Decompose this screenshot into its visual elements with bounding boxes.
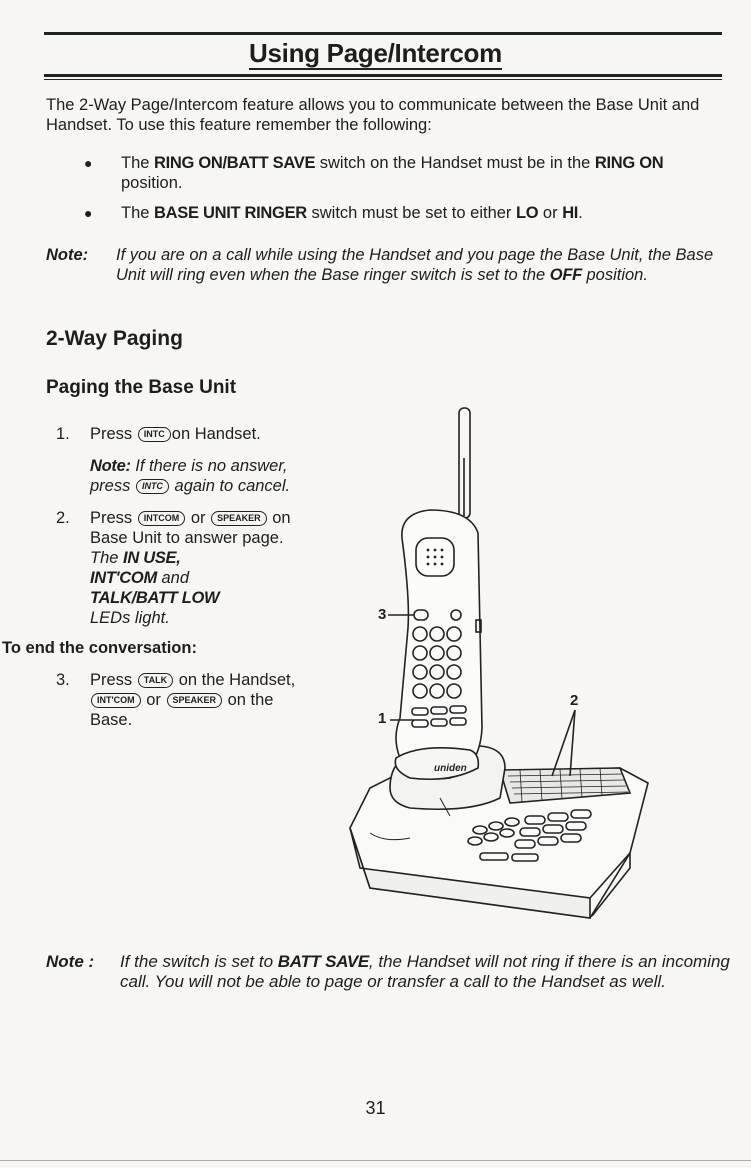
step-note-label: Note: (90, 457, 131, 475)
bottom-rule (0, 1160, 751, 1161)
step-text: on Handset. (171, 425, 261, 443)
bullet-bold: BASE UNIT RINGER (154, 204, 307, 222)
step-text: on Base Unit to answer page. (90, 509, 291, 547)
handset (396, 510, 482, 779)
note-label: Note : (46, 952, 95, 971)
bullet-bold: RING ON/BATT SAVE (154, 154, 316, 172)
step-number: 1. (56, 425, 70, 443)
note-text-part: , the Handset will not ring if there is an incoming call. You will not be able to page or transfer a call to the Handset as well. (120, 952, 730, 991)
title-rule-bottom (44, 74, 722, 77)
intro-paragraph: The 2-Way Page/Intercom feature allows you to communicate between the Base Unit and Handset. To use this feature remember the following: (46, 96, 700, 134)
step-1 (46, 424, 296, 496)
step-note (90, 456, 296, 496)
page-title-text: Using Page/Intercom (249, 38, 502, 68)
figure-label-3: 3 (378, 606, 387, 623)
bullet-text: switch on the Handset must be in the (315, 154, 595, 172)
title-rule-thin (44, 79, 722, 80)
note-text (120, 952, 736, 992)
list-item (84, 203, 704, 223)
bullet-text: The (121, 204, 155, 222)
note-text (116, 245, 726, 285)
step-3 (46, 670, 296, 730)
paging-steps (2, 424, 296, 730)
list-item (84, 153, 704, 193)
intc-key-icon: INTC (138, 427, 171, 442)
intcom-key-icon: INTCOM (138, 511, 186, 526)
step-note-text: The (90, 549, 124, 567)
requirements-list (84, 153, 704, 233)
bullet-icon: ● (84, 205, 93, 221)
step-note-text: and (156, 569, 190, 587)
bullet-text: switch must be set to either (306, 204, 517, 222)
step-number: 3. (56, 671, 70, 689)
step-text: Press (90, 425, 133, 443)
step-note-text: LEDs light. (90, 609, 170, 627)
step-note-text: If there is no answer, press (90, 457, 288, 495)
top-rule (44, 32, 722, 35)
step-note (90, 548, 296, 628)
intc-key-icon: INTC (136, 479, 169, 494)
bullet-bold: HI (562, 204, 579, 222)
step-note-bold: INT'COM (90, 569, 157, 587)
talk-key-icon: TALK (138, 673, 173, 688)
note-bold: BATT SAVE (277, 952, 369, 971)
bullet-icon: ● (84, 155, 93, 171)
note-text-part: If you are on a call while using the Handset and you page the Base Unit, the Base Unit will ring even when the Base ringer switch is set to the (116, 246, 714, 284)
step-2 (46, 508, 296, 628)
step-note-text: again to cancel. (169, 477, 291, 495)
step-text: or (190, 509, 206, 527)
page-title (0, 38, 751, 70)
bullet-text: The (121, 154, 155, 172)
note-batt-save (46, 952, 736, 992)
brand-logo: uniden (434, 763, 467, 774)
note-text-part: If the switch is set to (120, 952, 278, 971)
figure-label-2: 2 (570, 692, 579, 709)
page-number: 31 (365, 1098, 386, 1118)
step-number: 2. (56, 509, 70, 527)
step-text: on the Handset, (178, 671, 296, 689)
step-note-bold: IN USE, (123, 549, 181, 567)
note-label: Note: (46, 246, 89, 264)
bullet-text: or (538, 204, 563, 222)
note-bold: OFF (549, 266, 582, 284)
step-text: Press (90, 509, 133, 527)
end-conversation-heading: To end the conversation: (2, 639, 197, 657)
section-heading: 2-Way Paging (46, 327, 183, 350)
note-ringer (46, 245, 726, 285)
bullet-bold: RING ON (594, 154, 664, 172)
step-text: on the Base. (90, 691, 274, 729)
phone-illustration (330, 398, 660, 928)
step-note-bold: TALK/BATT LOW (90, 589, 220, 607)
speaker-key-icon: SPEAKER (167, 693, 223, 708)
bullet-bold: LO (516, 204, 539, 222)
phone-drawing (330, 398, 660, 928)
bullet-text: position. (121, 174, 183, 192)
step-text: or (146, 691, 161, 709)
intcom-key-icon: INT'COM (91, 693, 141, 708)
speaker-key-icon: SPEAKER (211, 511, 267, 526)
figure-label-1: 1 (378, 710, 387, 727)
step-text: Press (90, 671, 133, 689)
bullet-text: . (578, 204, 583, 222)
note-text-part: position. (581, 266, 648, 284)
subsection-heading: Paging the Base Unit (46, 377, 237, 398)
